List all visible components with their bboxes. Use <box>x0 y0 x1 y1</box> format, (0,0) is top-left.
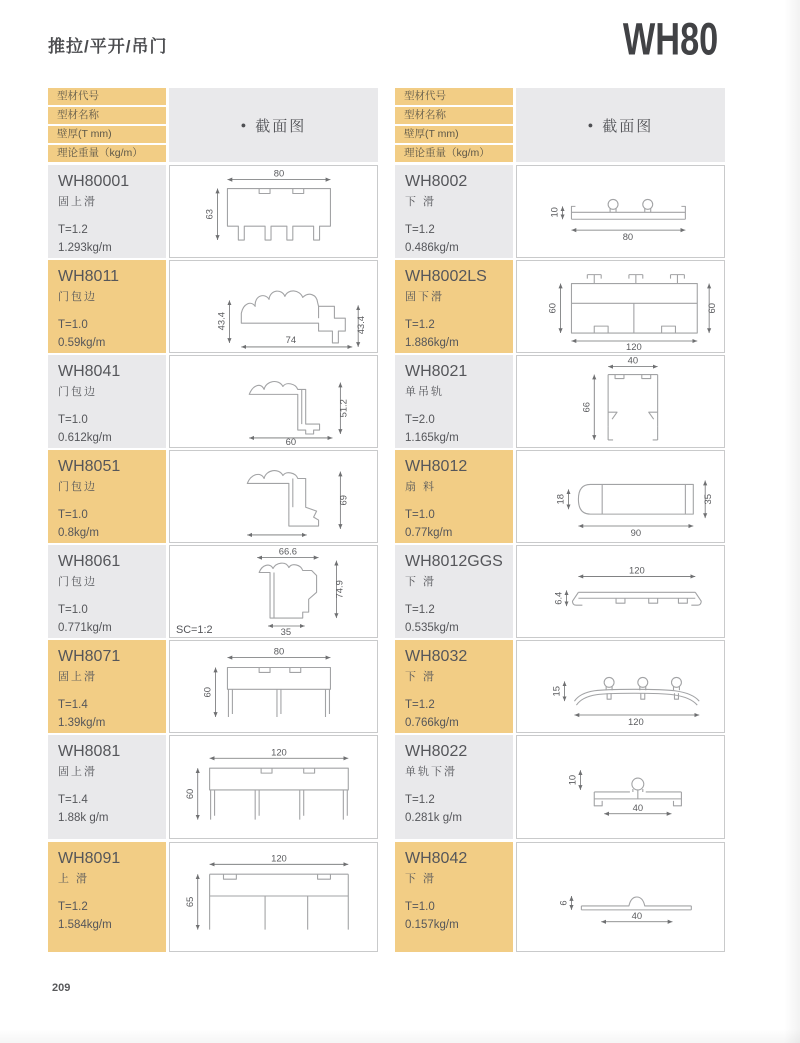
profile-weight: 1.39kg/m <box>58 716 106 729</box>
profile-code: WH8011 <box>58 268 120 285</box>
bullet-icon: ● <box>587 120 596 130</box>
table-row <box>48 450 378 542</box>
profile-thickness: T=1.0 <box>58 319 88 331</box>
profile-label-cell <box>395 450 513 543</box>
dim-right: 43.4 <box>355 315 367 335</box>
profile-name: 固上滑 <box>58 766 97 778</box>
table-row <box>48 165 378 257</box>
section-label: 截面图 <box>602 117 654 135</box>
page-number: 209 <box>52 982 71 994</box>
table-row <box>48 842 378 952</box>
profile-weight: 0.766kg/m <box>405 716 459 729</box>
table-row <box>395 450 725 542</box>
profile-label-cell <box>395 165 513 258</box>
profile-weight: 1.165kg/m <box>405 431 459 444</box>
profile-code: WH8071 <box>58 648 121 665</box>
series-title: WH80 <box>622 14 718 65</box>
dim-bottom: 35 <box>280 625 292 637</box>
dim-right: 74.9 <box>333 580 345 599</box>
dim-left: 66 <box>580 402 592 413</box>
cross-section-diagram <box>516 355 725 448</box>
dim-top: 120 <box>271 746 287 758</box>
profile-weight: 0.8kg/m <box>58 526 99 539</box>
profile-table-left <box>48 88 378 952</box>
dim-bottom: 120 <box>626 340 642 352</box>
profile-thickness: T=1.2 <box>405 224 435 236</box>
profile-label-cell <box>48 640 166 733</box>
profile-thickness: T=1.2 <box>58 224 88 236</box>
profile-label-cell <box>48 165 166 258</box>
profile-code: WH8091 <box>58 850 121 867</box>
dim-left: 65 <box>183 896 195 908</box>
cross-section-diagram <box>169 735 378 839</box>
profile-thickness: T=1.2 <box>405 699 435 711</box>
dim-top: 66.6 <box>278 546 298 557</box>
table-header <box>395 88 725 162</box>
dim-top: 10 <box>566 774 578 786</box>
dim-right: 60 <box>706 303 718 314</box>
profile-code: WH8022 <box>405 743 468 760</box>
table-row <box>48 640 378 732</box>
profile-name: 门包边 <box>58 481 97 493</box>
dim-top: 120 <box>271 852 287 864</box>
dim-left: 43.4 <box>215 312 227 331</box>
cross-section-diagram <box>516 450 725 543</box>
table-row <box>48 355 378 447</box>
table-row <box>395 735 725 839</box>
profile-name: 下 滑 <box>405 671 437 683</box>
dim-left: 60 <box>183 788 195 800</box>
table-header <box>48 88 378 162</box>
dim-bottom: 120 <box>628 715 644 727</box>
table-row <box>48 260 378 352</box>
profile-name: 固上滑 <box>58 671 97 683</box>
cross-section-diagram <box>516 545 725 638</box>
header-cell-name: 型材名称 <box>395 107 513 124</box>
profile-label-cell <box>48 260 166 353</box>
cross-section-diagram <box>169 450 378 543</box>
cross-section-diagram <box>516 640 725 733</box>
profile-label-cell <box>48 842 166 952</box>
dim-top: 80 <box>273 167 285 179</box>
header-cell-thickness: 壁厚(T mm) <box>395 126 513 143</box>
dim-bottom: 40 <box>632 801 644 813</box>
profile-thickness: T=1.2 <box>58 901 88 913</box>
profile-thickness: T=1.2 <box>405 319 435 331</box>
table-row <box>395 260 725 352</box>
profile-weight: 0.281k g/m <box>405 811 462 824</box>
profile-name: 单吊轨 <box>405 386 444 398</box>
cross-section-diagram <box>516 165 725 258</box>
profile-thickness: T=1.4 <box>58 794 88 806</box>
dim-left: 18 <box>554 494 566 505</box>
profile-weight: 0.535kg/m <box>405 621 459 634</box>
profile-label-cell <box>395 842 513 952</box>
cross-section-diagram <box>169 165 378 258</box>
cross-section-diagram <box>516 260 725 353</box>
table-row <box>395 545 725 637</box>
profile-label-cell <box>395 545 513 638</box>
header-cell-weight: 理论重量（kg/m） <box>48 145 166 162</box>
profile-weight: 0.612kg/m <box>58 431 112 444</box>
table-row <box>48 545 378 637</box>
profile-name: 固下滑 <box>405 291 444 303</box>
profile-weight: 0.157kg/m <box>405 918 459 931</box>
dim-top: 120 <box>629 564 645 576</box>
dim-bottom: 80 <box>622 231 634 243</box>
profile-label-cell <box>395 260 513 353</box>
profile-thickness: T=1.0 <box>58 604 88 616</box>
profile-name: 固上滑 <box>58 196 97 208</box>
table-row <box>395 842 725 952</box>
profile-code: WH8032 <box>405 648 468 665</box>
profile-thickness: T=1.0 <box>58 509 88 521</box>
profile-code: WH8041 <box>58 363 121 380</box>
profile-code: WH8002LS <box>405 268 487 285</box>
profile-code: WH80001 <box>58 173 130 190</box>
profile-weight: 0.486kg/m <box>405 241 459 254</box>
profile-weight: 1.886kg/m <box>405 336 459 349</box>
profile-table-right <box>395 88 725 952</box>
header-cell-thickness: 壁厚(T mm) <box>48 126 166 143</box>
dim-left: 10 <box>548 207 560 218</box>
profile-label-cell <box>48 450 166 543</box>
cross-section-diagram <box>516 842 725 952</box>
profile-weight: 0.59kg/m <box>58 336 106 349</box>
profile-code: WH8012GGS <box>405 553 503 570</box>
cross-section-diagram <box>169 842 378 952</box>
table-rows <box>395 165 725 952</box>
profile-thickness: T=1.4 <box>58 699 88 711</box>
header-cell-name: 型材名称 <box>48 107 166 124</box>
section-label: 截面图 <box>255 117 307 135</box>
profile-code: WH8042 <box>405 850 468 867</box>
cross-section-diagram <box>169 260 378 353</box>
bullet-icon: ● <box>240 120 249 130</box>
cross-section-diagram <box>169 355 378 448</box>
dim-left: 6 <box>557 900 569 906</box>
profile-thickness: T=1.2 <box>405 794 435 806</box>
profile-thickness: T=1.0 <box>405 901 435 913</box>
table-row <box>395 165 725 257</box>
table-rows <box>48 165 378 952</box>
dim-left: 63 <box>203 209 215 220</box>
profile-label-cell <box>395 640 513 733</box>
profile-name: 单轨下滑 <box>405 766 457 778</box>
dim-left: 60 <box>201 687 213 698</box>
section-diagram-header <box>169 88 378 162</box>
profile-name: 门包边 <box>58 291 97 303</box>
profile-label-cell <box>395 735 513 839</box>
profile-weight: 0.771kg/m <box>58 621 112 634</box>
scale-note: SC=1:2 <box>175 623 213 636</box>
dim-bottom: 74 <box>285 333 297 345</box>
profile-thickness: T=1.0 <box>58 414 88 426</box>
profile-code: WH8012 <box>405 458 468 475</box>
cross-section-diagram <box>169 640 378 733</box>
profile-label-cell <box>48 545 166 638</box>
breadcrumb: 推拉/平开/吊门 <box>48 37 168 56</box>
cross-section-diagram <box>516 735 725 839</box>
profile-name: 门包边 <box>58 386 97 398</box>
profile-name: 下 滑 <box>405 873 437 885</box>
profile-name: 下 滑 <box>405 196 437 208</box>
header-cell-weight: 理论重量（kg/m） <box>395 145 513 162</box>
profile-label-cell <box>48 735 166 839</box>
profile-name: 门包边 <box>58 576 97 588</box>
dim-right: 69 <box>337 495 349 506</box>
profile-weight: 1.88k g/m <box>58 811 109 824</box>
dim-left: 6.4 <box>552 591 564 605</box>
profile-label-cell <box>48 355 166 448</box>
profile-thickness: T=2.0 <box>405 414 435 426</box>
dim-bottom: 40 <box>631 909 643 921</box>
dim-bottom: 60 <box>285 435 297 447</box>
profile-code: WH8051 <box>58 458 121 475</box>
profile-thickness: T=1.0 <box>405 509 435 521</box>
profile-weight: 1.293kg/m <box>58 241 112 254</box>
dim-right: 35 <box>702 494 714 505</box>
header-labels <box>48 88 166 162</box>
dim-right: 51.2 <box>337 399 349 418</box>
section-diagram-header <box>516 88 725 162</box>
profile-code: WH8061 <box>58 553 121 570</box>
profile-code: WH8081 <box>58 743 121 760</box>
profile-weight: 0.77kg/m <box>405 526 453 539</box>
table-row <box>48 735 378 839</box>
dim-left: 15 <box>550 686 562 697</box>
header-cell-code: 型材代号 <box>395 88 513 105</box>
profile-label-cell <box>395 355 513 448</box>
table-row <box>395 640 725 732</box>
profile-weight: 1.584kg/m <box>58 918 112 931</box>
profile-name: 下 滑 <box>405 576 437 588</box>
profile-code: WH8021 <box>405 363 468 380</box>
profile-name: 上 滑 <box>58 873 90 885</box>
dim-bottom: 90 <box>630 526 642 538</box>
header-labels <box>395 88 513 162</box>
profile-name: 扇 料 <box>405 481 437 493</box>
profile-code: WH8002 <box>405 173 468 190</box>
table-row <box>395 355 725 447</box>
dim-left: 60 <box>546 303 558 314</box>
dim-top: 80 <box>273 645 285 657</box>
profile-thickness: T=1.2 <box>405 604 435 616</box>
cross-section-diagram <box>169 545 378 638</box>
dim-top: 40 <box>627 356 639 366</box>
header-cell-code: 型材代号 <box>48 88 166 105</box>
